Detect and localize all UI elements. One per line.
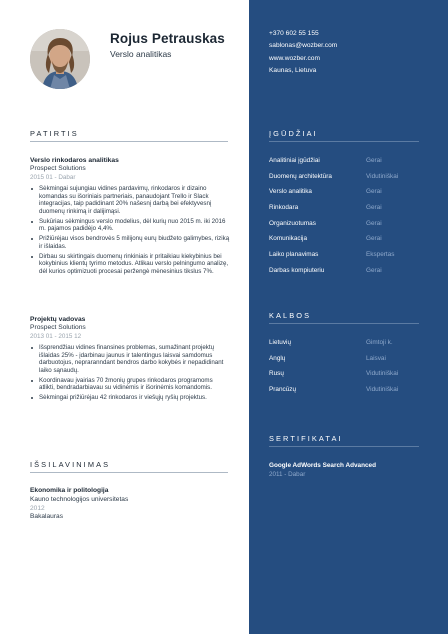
language-level: Gimtoji k. <box>366 339 393 346</box>
candidate-role: Verslo analitikas <box>110 49 172 59</box>
languages-list <box>269 339 429 402</box>
job-company: Prospect Solutions <box>30 165 86 172</box>
skill-row <box>269 251 429 267</box>
skill-name: Verslo analitika <box>269 188 312 196</box>
education-divider <box>30 472 228 473</box>
skill-level: Gerai <box>366 219 382 227</box>
skill-level: Gerai <box>366 235 382 243</box>
job-bullet: Išsprendžiau vidines finansines problemas, sumažinant projektų išlaidas 25% - įdarbinau jaunus ir talentingus laisvai samdomus darbuotojus, nepraranndant bendros darbo kokybės ir nepadidinant laiko sąnaudų. <box>30 344 230 374</box>
experience-divider <box>30 141 228 142</box>
job-bullet: Sukūriau sėkmingus verslo modelius, dėl kurių nuo 2015 m. iki 2016 m. pajamos padidėjo 4,4%. <box>30 218 230 233</box>
skill-name: Duomenų architektūra <box>269 172 332 180</box>
contact-phone[interactable]: +370 602 55 155 <box>269 30 319 37</box>
sidebar <box>249 0 448 634</box>
skill-name: Rinkodara <box>269 204 299 212</box>
education-year: 2012 <box>30 504 45 512</box>
job-title: Verslo rinkodaros analitikas <box>30 157 119 164</box>
skill-row <box>269 235 429 251</box>
skill-row <box>269 220 429 236</box>
certificate-entry <box>269 461 376 479</box>
skill-level: Gerai <box>366 157 382 164</box>
experience-heading: PATIRTIS <box>30 129 79 138</box>
language-name: Prancūzų <box>269 386 296 394</box>
job-entry <box>30 315 230 404</box>
skill-level: Gerai <box>366 204 382 212</box>
education-field: Ekonomika ir politologija <box>30 487 109 494</box>
education-heading: IŠSILAVINIMAS <box>30 460 111 469</box>
certificates-heading: SERTIFIKATAI <box>269 434 343 443</box>
languages-heading: KALBOS <box>269 311 312 320</box>
skills-heading: ĮGŪDŽIAI <box>269 129 318 138</box>
job-company: Prospect Solutions <box>30 324 86 331</box>
education-entry <box>30 487 230 522</box>
job-bullet: Koordinavau įvairias 70 žmonių grupes rinkodaros programoms atlikti, bendradarbiavau su vidinėmis ir išorinėmis komandomis. <box>30 377 230 392</box>
certificates-divider <box>269 446 419 447</box>
contact-block <box>269 28 337 77</box>
language-row <box>269 370 429 386</box>
skill-level: Vidutiniškai <box>366 172 399 180</box>
job-bullet: Prižiūrėjau visos bendrovės 5 milijonų eurų biudžeto galimybes, riziką ir išlaidas. <box>30 235 230 250</box>
language-row <box>269 355 429 371</box>
skill-name: Organizuotumas <box>269 219 316 227</box>
contact-email[interactable]: sablonas@wozber.com <box>269 42 338 50</box>
certificate-name: Google AdWords Search Advanced <box>269 462 377 469</box>
skill-name: Analitiniai įgūdžiai <box>269 157 320 164</box>
skills-divider <box>269 141 419 142</box>
job-date: 2013 01 - 2015 12 <box>30 332 82 340</box>
skill-level: Gerai <box>366 266 382 274</box>
skill-row <box>269 204 429 220</box>
language-name: Rusų <box>269 370 284 378</box>
candidate-name: Rojus Petrauskas <box>110 31 225 46</box>
job-title: Projektų vadovas <box>30 316 86 323</box>
language-row <box>269 386 429 402</box>
job-entry <box>30 156 230 278</box>
job-bullets <box>30 185 230 275</box>
language-name: Anglų <box>269 354 286 362</box>
language-level: Vidutiniškai <box>366 370 399 378</box>
skills-list <box>269 157 429 283</box>
job-bullet: Dirbau su skirtingais duomenų rinkiniais ir pritaikiau kiekybinius bei kokybinius klientų tyrimo metodus. Atlikau verslo pelningumo analizę, dėl kurios optimizuoti procesai peržengė mėnesinius tikslus 7%. <box>30 253 230 276</box>
language-level: Laisvai <box>366 354 386 362</box>
job-date: 2015 01 - Dabar <box>30 173 76 181</box>
language-level: Vidutiniškai <box>366 386 399 394</box>
skill-name: Komunikacija <box>269 235 308 243</box>
job-bullet: Sėkmingai sujungiau vidines pardavimų, rinkodaros ir dizaino komandas su išoriniais partneriais, panaudojant Trello ir Slack integracijas, taip padidinant 20% našesnį darbą bei efektyvesnį duomenų rinkimą ir dalijimąsi. <box>30 185 230 215</box>
avatar <box>30 29 90 89</box>
language-name: Lietuvių <box>269 339 292 346</box>
job-bullet: Sėkmingai prižiūrėjau 42 rinkodaros ir viešųjų ryšių projektus. <box>30 394 230 402</box>
skill-level: Gerai <box>366 188 382 196</box>
certificate-date: 2011 - Dabar <box>269 471 306 478</box>
skill-row <box>269 267 429 283</box>
skill-level: Ekspertas <box>366 251 395 259</box>
skill-row <box>269 157 429 173</box>
languages-divider <box>269 323 419 324</box>
education-degree: Bakalauras <box>30 513 63 521</box>
education-school: Kauno technologijos universitetas <box>30 495 129 503</box>
job-bullets <box>30 344 230 402</box>
skill-row <box>269 188 429 204</box>
profile-photo-icon <box>30 29 90 89</box>
skill-row <box>269 173 429 189</box>
skill-name: Darbas kompiuteriu <box>269 266 325 274</box>
contact-website[interactable]: www.wozber.com <box>269 54 320 62</box>
skill-name: Laiko planavimas <box>269 251 319 259</box>
language-row <box>269 339 429 355</box>
contact-location: Kaunas, Lietuva <box>269 66 317 74</box>
